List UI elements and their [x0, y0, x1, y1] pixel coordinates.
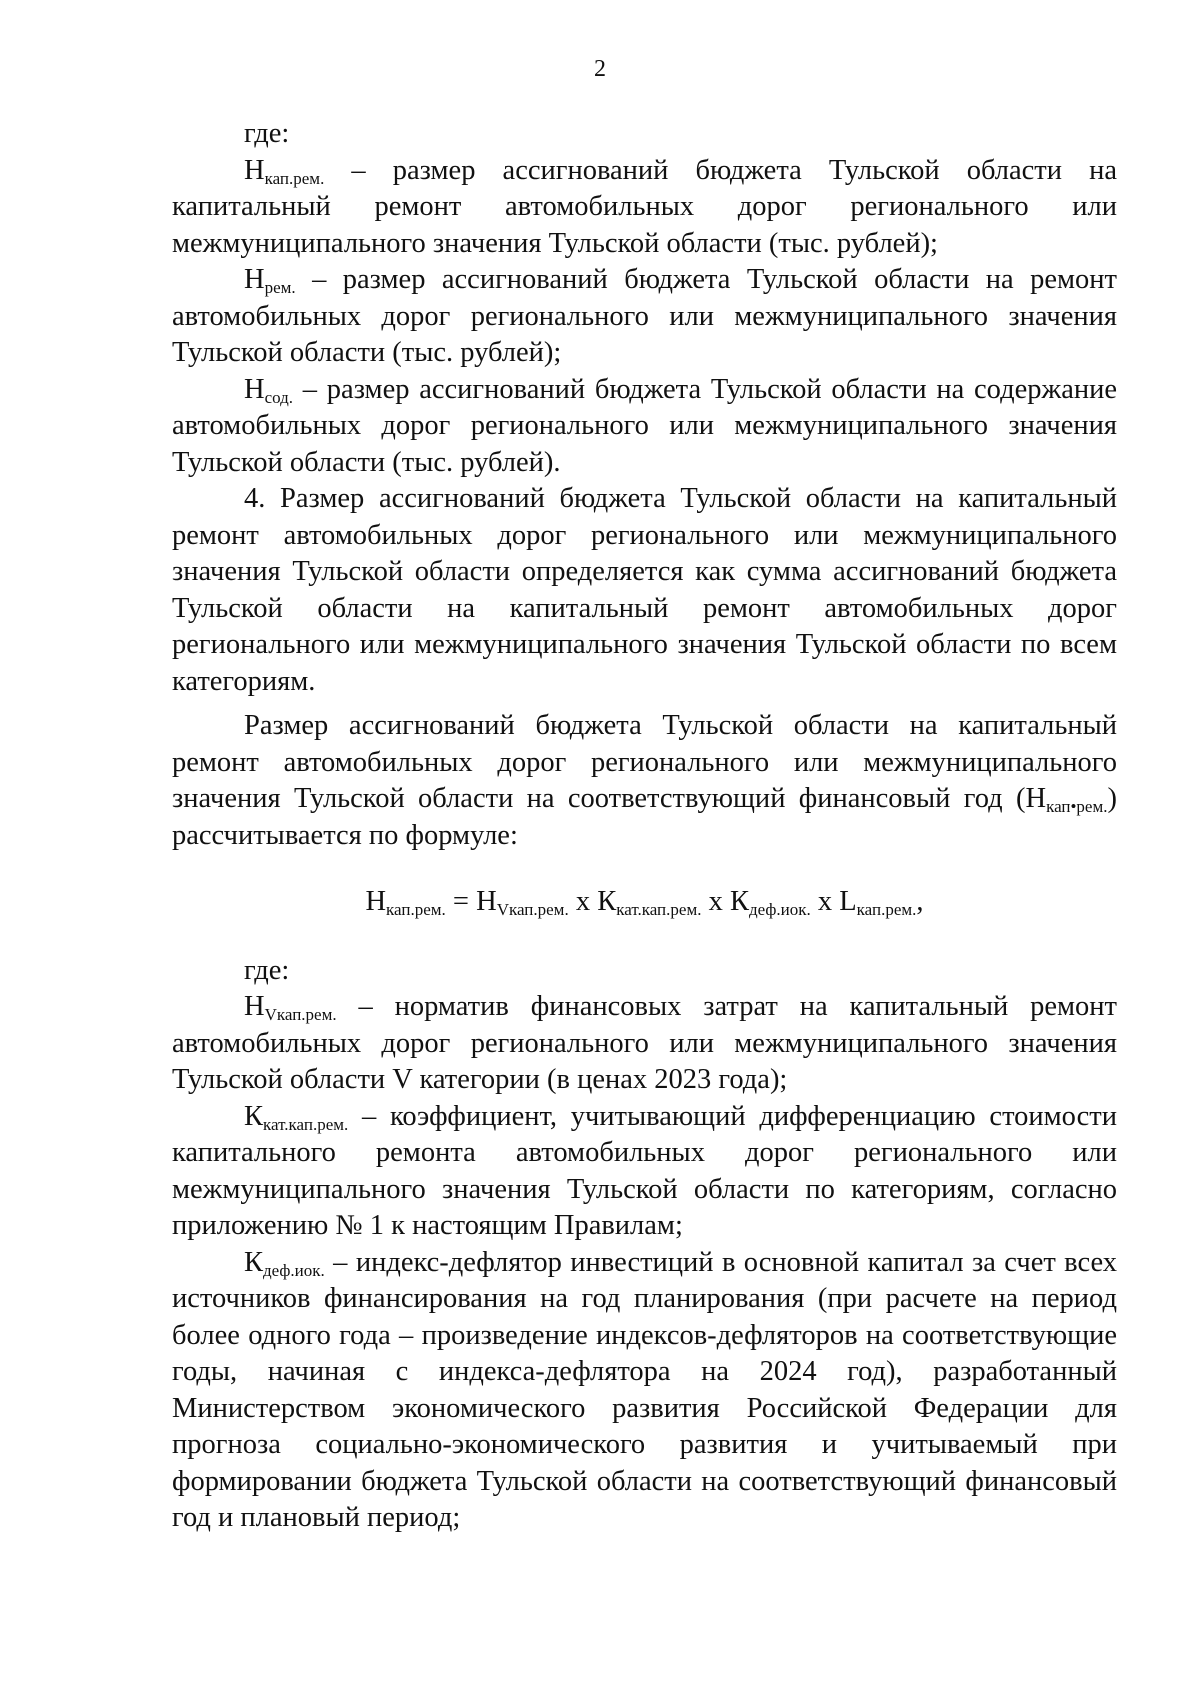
definition-n-vkap-rem: $Н_{Vкап.рем.}$ – норматив финансовых затрат на капитальный ремонт автомобильных дорог регионального или межмуниципального значения Тульской области V категории (в ценах 2023 года);: [172, 991, 1117, 1095]
gde-label-2: где:: [244, 954, 290, 986]
document-body: [172, 116, 1117, 1537]
gde-label-1: где:: [244, 118, 290, 149]
formula: $Н_{кап.рем.} = Н_{Vкап.рем.}$ x $К_{кат.кап.рем.}$ x $К_{деф.иок.}$ x $L_{кап.рем.}$,: [365, 886, 924, 919]
definition-k-kat-kap-rem: $К_{кат.кап.рем.}$ – коэффициент, учитывающий дифференциацию стоимости капитального ремонта автомобильных дорог регионального или межмуниципального значения Тульской области по категориям, согласно приложению № 1 к настоящим Правилам;: [172, 1100, 1117, 1241]
definition-k-def-iok: $К_{деф.иок.}$ – индекс-дефлятор инвестиций в основной капитал за счет всех источников финансирования на год планирования (при расчете на период более одного года – произведение индексов-дефляторов на соответствующие годы, начиная с индекса-дефлятора на 2024 год), разработанный Министерством экономического развития Российской Федерации для прогноза социально-экономического развития и учитываемый при формировании бюджета Тульской области на соответствующий финансовый год и плановый период;: [172, 1246, 1117, 1533]
section-4-paragraph: 4. Размер ассигнований бюджета Тульской области на капитальный ремонт автомобильных дорог регионального или межмуниципального значения Тульской области определяется как сумма ассигнований бюджета Тульской области на капитальный ремонт автомобильных дорог регионального или межмуниципального значения Тульской области по всем категориям.: [172, 483, 1117, 697]
definition-n-sod: $Н_{сод.}$ – размер ассигнований бюджета Тульской области на содержание автомобильных дорог регионального или межмуниципального значения Тульской области (тыс. рублей).: [172, 373, 1117, 478]
formula-intro-paragraph: Размер ассигнований бюджета Тульской области на капитальный ремонт автомобильных дорог регионального или межмуниципального значения Тульской области на соответствующий финансовый год $(Н_{кап•рем.})$ рассчитывается по формуле:: [172, 710, 1117, 851]
definition-n-kap-rem: $Н_{кап.рем.}$ – размер ассигнований бюджета Тульской области на капитальный ремонт автомобильных дорог регионального или межмуниципального значения Тульской области (тыс. рублей);: [172, 154, 1117, 259]
page-number: 2: [594, 56, 606, 82]
definition-n-rem: $Н_{рем.}$ – размер ассигнований бюджета Тульской области на ремонт автомобильных дорог регионального или межмуниципального значения Тульской области (тыс. рублей);: [172, 264, 1117, 368]
